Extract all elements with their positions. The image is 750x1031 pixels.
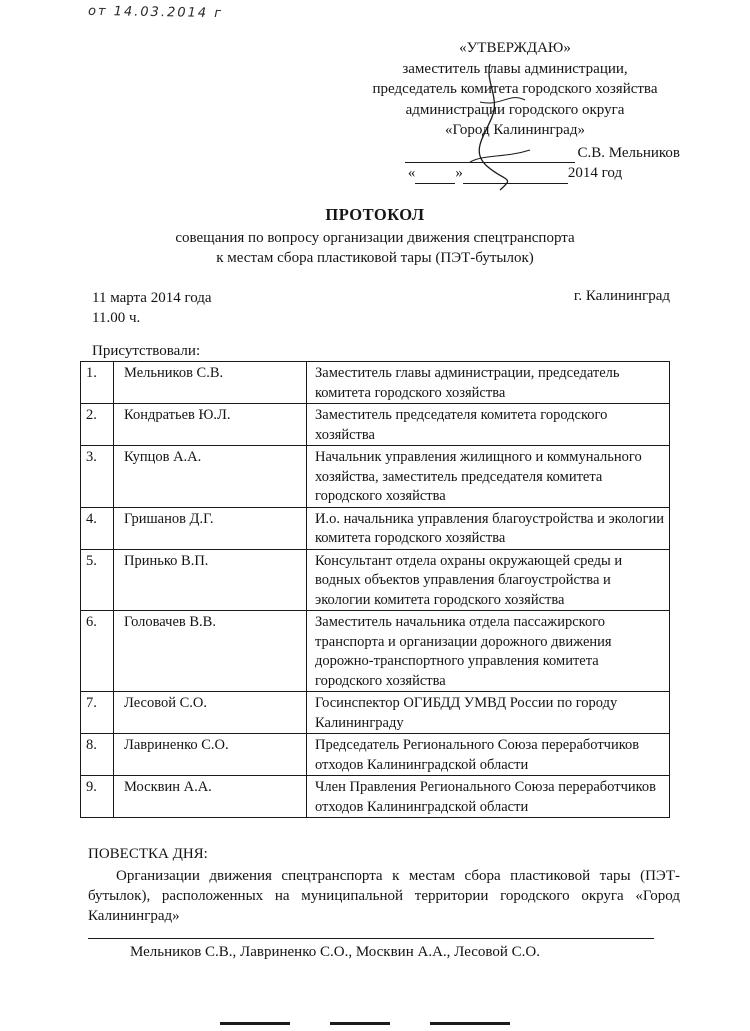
table-row [81,692,670,734]
approval-line-1: заместитель главы администрации, [402,60,628,77]
month-blank [463,169,568,184]
section-divider [88,938,654,939]
attendee-name: Принько В.П. [114,549,307,611]
table-row [81,446,670,508]
handwritten-date-note: от 14.03.2014 г [87,3,224,22]
meeting-time: 11.00 ч. [92,310,141,326]
table-row [81,776,670,818]
subtitle-line-1: совещания по вопросу организации движения спецтранспорта [175,230,575,246]
signatory-name: С.В. Мельников [577,144,680,161]
signature-blank [405,148,575,163]
attendee-name: Лесовой С.О. [114,692,307,734]
approval-heading: «УТВЕРЖДАЮ» [459,40,571,56]
table-row [81,611,670,692]
attendees-table [80,361,670,818]
meeting-date: 11 марта 2014 года [92,290,212,306]
row-number: 2. [81,404,114,446]
attendee-role: Председатель Регионального Союза переработчиков отходов Калининградской области [307,734,670,776]
attendee-role: Консультант отдела охраны окружающей среды и водных объектов управления благоустройства и экологии комитета городского хозяйства [307,549,670,611]
approval-line-2: председатель комитета городского хозяйства [372,81,658,97]
row-number: 9. [81,776,114,818]
attendee-role: Заместитель главы администрации, председатель комитета городского хозяйства [307,362,670,404]
table-row [81,362,670,404]
attendee-name: Лавриненко С.О. [114,734,307,776]
attendee-role: Начальник управления жилищного и коммунального хозяйства, заместитель председателя комитета городского хозяйства [307,446,670,508]
attendee-name: Москвин А.А. [114,776,307,818]
scan-edge-marks [220,1022,530,1026]
row-number: 8. [81,734,114,776]
document-title: ПРОТОКОЛ [325,205,425,224]
day-blank [415,169,455,184]
attendee-role: Заместитель начальника отдела пассажирского транспорта и организации дорожного движения дорожно-транспортного управления комитета городского хозяйства [307,611,670,692]
approval-line-3: администрации городского округа [405,101,625,118]
approval-line-4: «Город Калининград» [445,122,585,138]
attendee-name: Гришанов Д.Г. [114,507,307,549]
row-number: 3. [81,446,114,508]
attendee-name: Купцов А.А. [114,446,307,508]
present-label: Присутствовали: [92,343,201,359]
row-number: 5. [81,549,114,611]
attendee-role: Госинспектор ОГИБДД УМВД России по городу Калининграду [307,692,670,734]
subtitle-line-2: к местам сбора пластиковой тары (ПЭТ-бутылок) [216,250,534,266]
row-number: 4. [81,507,114,549]
attendee-name: Мельников С.В. [114,362,307,404]
row-number: 1. [81,362,114,404]
attendee-role: Член Правления Регионального Союза переработчиков отходов Калининградской области [307,776,670,818]
agenda-heading: ПОВЕСТКА ДНЯ: [88,846,208,862]
quote-close: » [455,165,463,181]
speakers-list: Мельников С.В., Лавриненко С.О., Москвин А.А., Лесовой С.О. [130,944,541,960]
table-row [81,549,670,611]
meeting-city: г. Калининград [573,288,670,304]
attendee-role: Заместитель председателя комитета городского хозяйства [307,404,670,446]
attendee-role: И.о. начальника управления благоустройства и экологии комитета городского хозяйства [307,507,670,549]
agenda-text: Организации движения спецтранспорта к местам сбора пластиковой тары (ПЭТ-бутылок), расположенных на муниципальной территории городского округа «Город Калининград» [88,868,680,924]
attendee-name: Головачев В.В. [114,611,307,692]
meeting-datetime [92,288,212,328]
row-number: 6. [81,611,114,692]
table-row [81,734,670,776]
quote-open: « [407,165,416,181]
signature-row [350,143,680,164]
document-subtitle [0,228,750,268]
row-number: 7. [81,692,114,734]
approval-year: 2014 год [567,165,623,181]
table-row [81,404,670,446]
table-row [81,507,670,549]
approval-block [350,38,680,184]
approval-date-row [350,163,680,184]
attendee-name: Кондратьев Ю.Л. [114,404,307,446]
